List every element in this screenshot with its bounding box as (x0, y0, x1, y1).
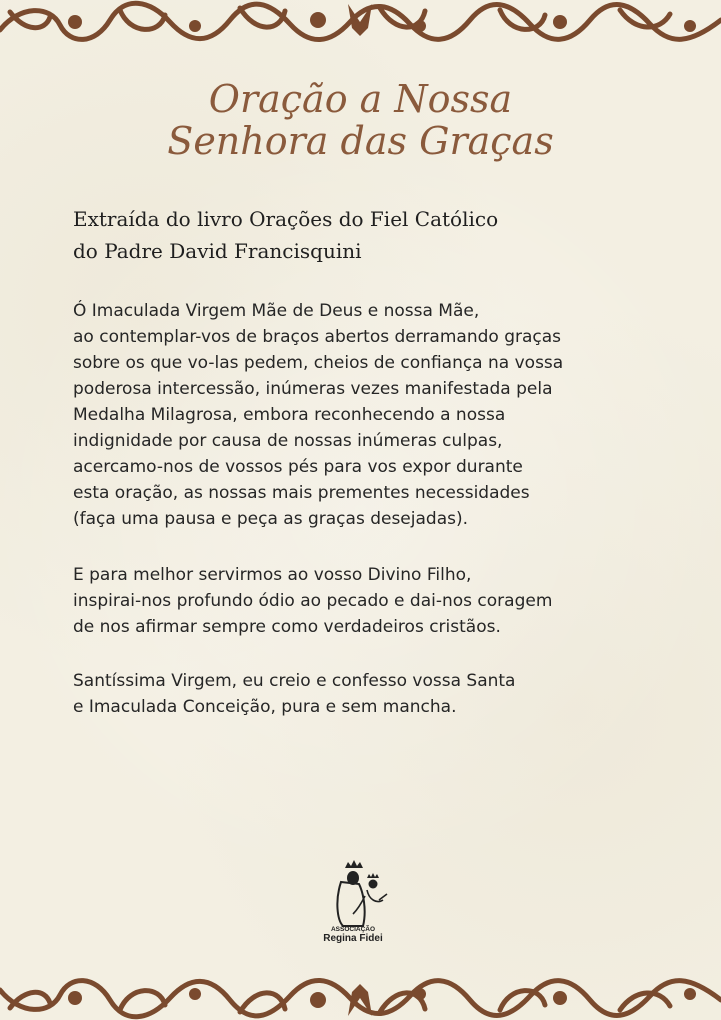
prayer-line: Ó Imaculada Virgem Mãe de Deus e nossa Mãe, (73, 301, 480, 321)
prayer-paragraph-3 (73, 668, 673, 720)
subtitle-line-2: do Padre David Francisquini (73, 239, 362, 263)
prayer-line: (faça uma pausa e peça as graças desejadas). (73, 509, 469, 529)
logo-line-1: ASSOCIAÇÃO (330, 926, 376, 933)
subtitle-line-1: Extraída do livro Orações do Fiel Católico (73, 207, 499, 231)
prayer-line: poderosa intercessão, inúmeras vezes manifestada pela (73, 379, 553, 399)
bottom-ornamental-border (0, 964, 721, 1020)
prayer-line: ao contemplar-vos de braços abertos derramando graças (73, 327, 562, 347)
prayer-line: e Imaculada Conceição, pura e sem mancha. (73, 697, 457, 717)
logo-line-2: Regina Fidei (323, 933, 383, 944)
prayer-line: E para melhor servirmos ao vosso Divino Filho, (73, 565, 472, 585)
top-ornamental-border (0, 0, 721, 56)
prayer-line: sobre os que vo-las pedem, cheios de confiança na vossa (73, 353, 564, 373)
source-subtitle (73, 203, 673, 267)
prayer-line: Santíssima Virgem, eu creio e confesso vossa Santa (73, 671, 516, 691)
prayer-line: indignidade por causa de nossas inúmeras culpas, (73, 431, 503, 451)
prayer-paragraph-2 (73, 562, 673, 640)
title-line-1: Oração a Nossa (208, 77, 513, 121)
page-title (0, 78, 721, 162)
prayer-line: esta oração, as nossas mais prementes necessidades (73, 483, 530, 503)
prayer-paragraph-1 (73, 298, 673, 532)
association-logo (323, 926, 383, 944)
prayer-line: de nos afirmar sempre como verdadeiros cristãos. (73, 617, 501, 637)
title-line-2: Senhora das Graças (167, 119, 554, 163)
prayer-line: inspirai-nos profundo ódio ao pecado e dai-nos coragem (73, 591, 553, 611)
prayer-line: acercamo-nos de vossos pés para vos expor durante (73, 457, 523, 477)
prayer-line: Medalha Milagrosa, embora reconhecendo a nossa (73, 405, 506, 425)
